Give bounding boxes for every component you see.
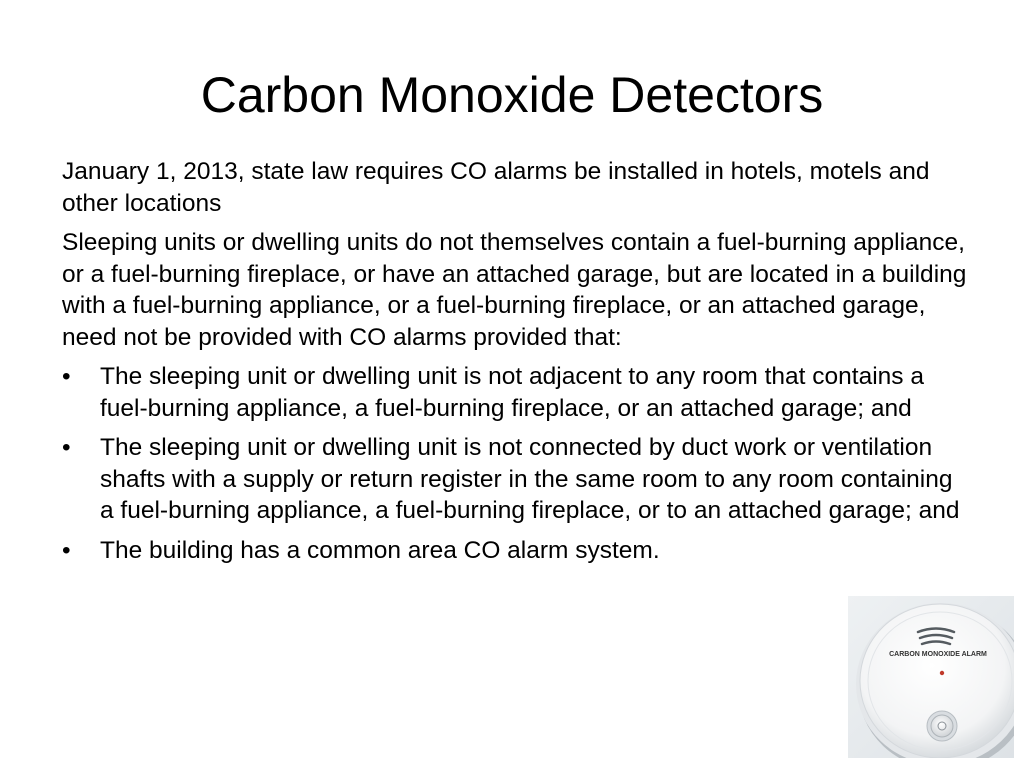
bullet-marker: • (62, 434, 71, 461)
slide-body (62, 156, 967, 574)
slide-title: Carbon Monoxide Detectors (200, 67, 824, 123)
bullet-text: The building has a common area CO alarm system. (100, 536, 660, 564)
bullet-marker: • (62, 536, 71, 564)
co-alarm-device-icon (848, 596, 1014, 758)
bullet-list (62, 361, 967, 566)
co-alarm-illustration (848, 596, 1014, 758)
paragraph-law-date: January 1, 2013, state law requires CO alarms be installed in hotels, motels and other locations (62, 158, 930, 217)
co-alarm-label: CARBON MONOXIDE ALARM (889, 651, 987, 658)
bullet-item (62, 361, 967, 424)
bullet-item (62, 535, 967, 567)
bullet-item (62, 432, 967, 527)
bullet-text: The sleeping unit or dwelling unit is not adjacent to any room that contains a fuel-burning appliance, a fuel-burning fireplace, or an attached garage; and (100, 363, 924, 422)
bullet-marker: • (62, 363, 71, 390)
paragraph-exemption: Sleeping units or dwelling units do not themselves contain a fuel-burning appliance, or a fuel-burning fireplace, or have an attached garage, but are located in a building with a fuel-burning appliance, or a fuel-burning fireplace, or an attached garage, need not be provided with CO alarms provided that: (62, 229, 967, 351)
bullet-text: The sleeping unit or dwelling unit is not connected by duct work or ventilation shafts with a supply or return register in the same room to any room containing a fuel-burning appliance, a fuel-burning fireplace, or to an attached garage; and (100, 434, 960, 524)
